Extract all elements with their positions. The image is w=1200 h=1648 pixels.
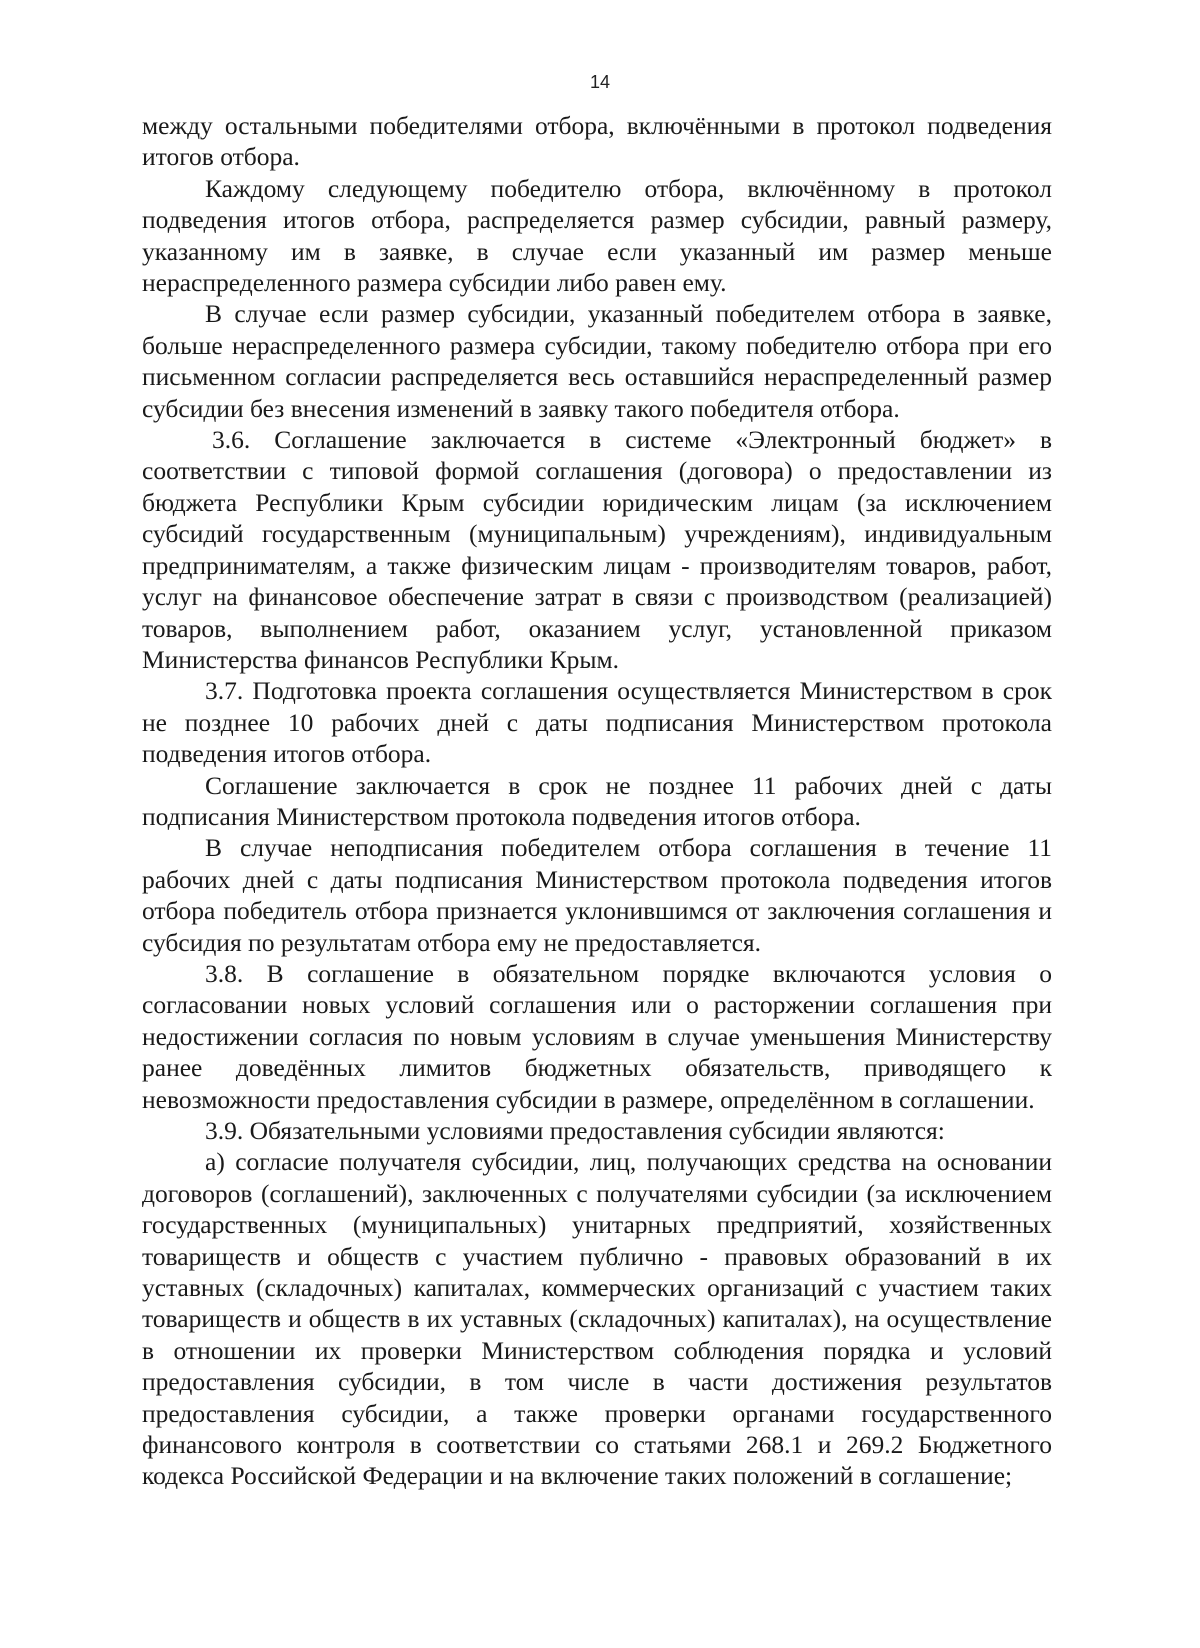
page-number: 14 [589, 72, 611, 92]
paragraph-next-winner: Каждому следующему победителю отбора, включённому в протокол подведения итогов отбора, распределяется размер субсидии, равный размеру, указанному им в заявке, в случае если указанный им размер меньше нераспределенного размера субсидии либо равен ему. [142, 173, 1052, 298]
document-body [142, 110, 1052, 1492]
paragraph-3-6: 3.6. Соглашение заключается в системе «Электронный бюджет» в соответствии с типовой формой соглашения (договора) о предоставлении из бюджета Республики Крым субсидии юридическим лицам (за исключением субсидий государственным (муниципальным) учреждениям), индивидуальным предпринимателям, а также физическим лицам - производителям товаров, работ, услуг на финансовое обеспечение затрат в связи с производством (реализацией) товаров, выполнением работ, оказанием услуг, установленной приказом Министерства финансов Республики Крым. [142, 425, 1052, 674]
paragraph-3-9: 3.9. Обязательными условиями предоставления субсидии являются: [205, 1116, 945, 1145]
paragraph-3-8: 3.8. В соглашение в обязательном порядке включаются условия о согласовании новых условий соглашения или о расторжении соглашения при недостижении согласия по новым условиям в случае уменьшения Министерству ранее доведённых лимитов бюджетных обязательств, приводящего к невозможности предоставления субсидии в размере, определённом в соглашении. [142, 958, 1052, 1114]
paragraph-agreement-term: Соглашение заключается в срок не позднее 11 рабочих дней с даты подписания Министерством протокола подведения итогов отбора. [142, 770, 1052, 831]
paragraph-3-9-a: а) согласие получателя субсидии, лиц, получающих средства на основании договоров (соглашений), заключенных с получателями субсидии (за исключением государственных (муниципальных) унитарных предприятий, хозяйственных товариществ и обществ с участием публично - правовых образований в их уставных (складочных) капиталах, коммерческих организаций с участием таких товариществ и обществ в их уставных (складочных) капиталах), на осуществление в отношении их проверки Министерством соблюдения порядка и условий предоставления субсидии, в том числе в части достижения результатов предоставления субсидии, а также проверки органами государственного финансового контроля в соответствии со статьями 268.1 и 269.2 Бюджетного кодекса Российской Федерации и на включение таких положений в соглашение; [142, 1147, 1052, 1491]
paragraph-3-7: 3.7. Подготовка проекта соглашения осуществляется Министерством в срок не позднее 10 рабочих дней с даты подписания Министерством протокола подведения итогов отбора. [142, 676, 1052, 769]
paragraph-continuation: между остальными победителями отбора, включёнными в протокол подведения итогов отбора. [142, 111, 1052, 172]
paragraph-size-exceeds: В случае если размер субсидии, указанный победителем отбора в заявке, больше нераспределенного размера субсидии, такому победителю отбора при его письменном согласии распределяется весь оставшийся нераспределенный размер субсидии без внесения изменений в заявку такого победителя отбора. [142, 299, 1052, 423]
paragraph-non-signing: В случае неподписания победителем отбора соглашения в течение 11 рабочих дней с даты подписания Министерством протокола подведения итогов отбора победитель отбора признается уклонившимся от заключения соглашения и субсидия по результатам отбора ему не предоставляется. [142, 833, 1052, 957]
